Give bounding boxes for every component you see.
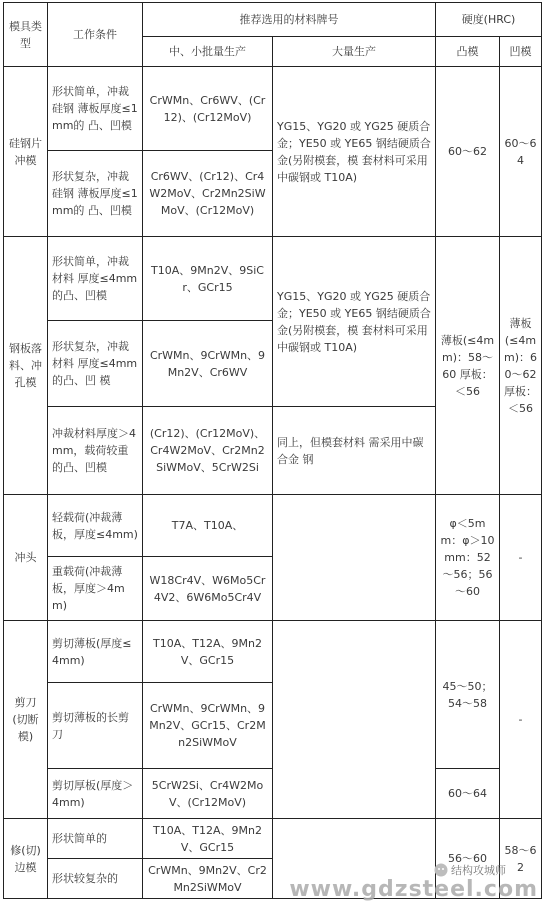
small-batch-cell: CrWMn、Cr6WV、(Cr12)、(Cr12MoV) bbox=[143, 67, 273, 151]
condition-cell: 轻载荷(冲裁薄板，厚度≤4mm) bbox=[48, 495, 143, 557]
header-die-type: 模具类型 bbox=[4, 3, 48, 67]
condition-cell: 形状简单的 bbox=[48, 819, 143, 859]
header-die: 凹模 bbox=[500, 37, 542, 67]
small-batch-cell: T10A、T12A、9Mn2V、GCr15 bbox=[143, 621, 273, 683]
die-hrc-cell: 薄板(≤4mm)：60～62 厚板：＜56 bbox=[500, 237, 542, 495]
header-large-batch: 大量生产 bbox=[273, 37, 436, 67]
header-hardness: 硬度(HRC) bbox=[436, 3, 542, 37]
large-batch-extra-cell: 同上，但模套材料 需采用中碳合金 钢 bbox=[273, 407, 436, 495]
small-batch-cell: T10A、9Mn2V、9SiCr、GCr15 bbox=[143, 237, 273, 321]
small-batch-cell: CrWMn、9CrWMn、9Mn2V、GCr15、Cr2Mn2SiWMoV bbox=[143, 683, 273, 769]
condition-cell: 冲裁材料厚度＞4mm，载荷较重的凸、凹模 bbox=[48, 407, 143, 495]
condition-cell: 形状较复杂的 bbox=[48, 859, 143, 899]
header-punch: 凸模 bbox=[436, 37, 500, 67]
die-hrc-cell: - bbox=[500, 621, 542, 819]
large-batch-cell bbox=[273, 495, 436, 621]
punch-hrc-cell: 60～64 bbox=[436, 769, 500, 819]
die-type-cell: 硅钢片冲模 bbox=[4, 67, 48, 237]
condition-cell: 剪切薄板(厚度≤4mm) bbox=[48, 621, 143, 683]
die-hrc-cell: 60～64 bbox=[500, 67, 542, 237]
condition-cell: 剪切薄板的长剪刀 bbox=[48, 683, 143, 769]
small-batch-cell: Cr6WV、(Cr12)、Cr4W2MoV、Cr2Mn2SiWMoV、(Cr12MoV) bbox=[143, 151, 273, 237]
punch-hrc-cell: 60～62 bbox=[436, 67, 500, 237]
header-small-batch: 中、小批量生产 bbox=[143, 37, 273, 67]
watermark-url: www.gdzsteel.com bbox=[289, 877, 538, 902]
punch-hrc-cell: 薄板(≤4mm)：58～60 厚板：＜56 bbox=[436, 237, 500, 495]
die-type-cell: 钢板落料、冲孔模 bbox=[4, 237, 48, 495]
large-batch-cell: YG15、YG20 或 YG25 硬质合金；YE50 或 YE65 钢结硬质合 金(另附模套，模 套材料可采用中碳钢或 T10A) bbox=[273, 67, 436, 237]
small-batch-cell: CrWMn、9Mn2V、Cr2Mn2SiWMoV bbox=[143, 859, 273, 899]
small-batch-cell: T7A、T10A、 bbox=[143, 495, 273, 557]
header-work-condition: 工作条件 bbox=[48, 3, 143, 67]
wechat-icon bbox=[434, 863, 448, 877]
punch-hrc-cell: 45～50；54～58 bbox=[436, 621, 500, 769]
die-type-cell: 修(切)边模 bbox=[4, 819, 48, 899]
condition-cell: 形状复杂，冲裁材料 厚度≤4mm 的凸、凹 模 bbox=[48, 321, 143, 407]
condition-cell: 剪切厚板(厚度＞4mm) bbox=[48, 769, 143, 819]
die-type-cell: 冲头 bbox=[4, 495, 48, 621]
small-batch-cell: 5CrW2Si、Cr4W2MoV、(Cr12MoV) bbox=[143, 769, 273, 819]
condition-cell: 重载荷(冲裁薄板，厚度＞4mm) bbox=[48, 557, 143, 621]
punch-hrc-cell: φ＜5mm：φ＞10mm：52～56；56～60 bbox=[436, 495, 500, 621]
punch-hrc-cell: 56～60 bbox=[436, 819, 500, 899]
die-type-cell: 剪刀(切断模) bbox=[4, 621, 48, 819]
large-batch-cell: YG15、YG20 或 YG25 硬质合金；YE50 或 YE65 钢结硬质合 金(另附模套，模 套材料可采用中碳钢或 T10A) bbox=[273, 237, 436, 407]
watermark-badge-text: 结构攻城师 bbox=[451, 864, 506, 877]
large-batch-cell bbox=[273, 621, 436, 819]
small-batch-cell: (Cr12)、(Cr12MoV)、Cr4W2MoV、Cr2Mn2SiWMoV、5CrW2Si bbox=[143, 407, 273, 495]
material-table bbox=[3, 2, 542, 899]
condition-cell: 形状简单，冲裁材料 厚度≤4mm 的凸、凹模 bbox=[48, 237, 143, 321]
header-recommended: 推荐选用的材料牌号 bbox=[143, 3, 436, 37]
watermark-badge bbox=[434, 862, 506, 878]
small-batch-cell: CrWMn、9CrWMn、9Mn2V、Cr6WV bbox=[143, 321, 273, 407]
watermark bbox=[289, 877, 538, 902]
die-hrc-cell: 58～62 bbox=[500, 819, 542, 899]
small-batch-cell: T10A、T12A、9Mn2V、GCr15 bbox=[143, 819, 273, 859]
condition-cell: 形状简单，冲裁硅钢 薄板厚度≤1mm的 凸、凹模 bbox=[48, 67, 143, 151]
condition-cell: 形状复杂，冲裁硅钢 薄板厚度≤1mm的 凸、凹模 bbox=[48, 151, 143, 237]
die-hrc-cell: - bbox=[500, 495, 542, 621]
small-batch-cell: W18Cr4V、W6Mo5Cr4V2、6W6Mo5Cr4V bbox=[143, 557, 273, 621]
